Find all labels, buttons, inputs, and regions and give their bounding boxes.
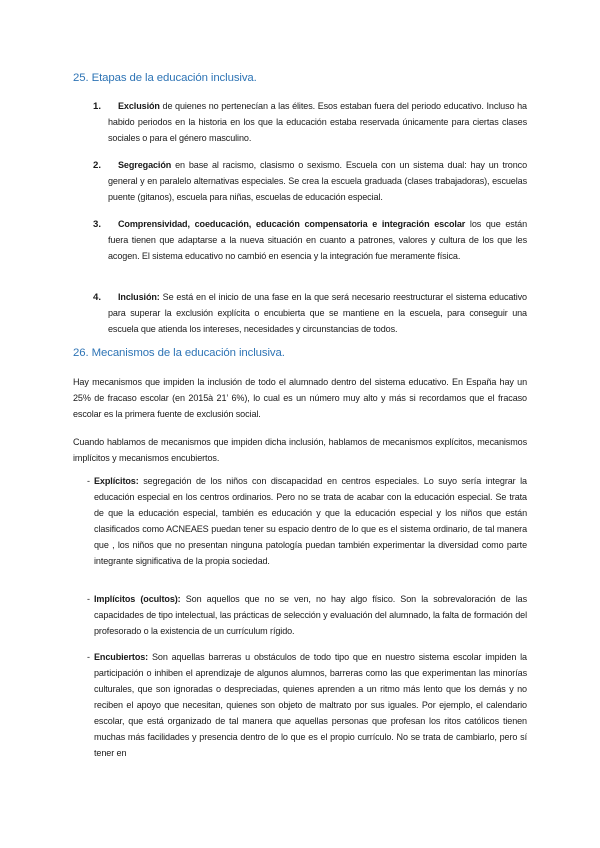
item-4-text: Se está en el inicio de una fase en la que será necesario reestructurar el sistema educativo para superar la exclusión explícita o encubierta que se mantiene en la escuela, para conseguir una escuela que atienda los intereses, necesidades y circunstancias de todos. — [108, 292, 527, 334]
item-2-number: 2. — [93, 160, 102, 171]
bullet-3-text: Son aquellas barreras u obstáculos de todo tipo que en nuestro sistema escolar impiden la participación o inhiben el aprendizaje de algunos alumnos, barreras como las que experimentan las minorías culturales, que son ignoradas o despreciadas, quienes aprenden a un ritmo más lento que los demás y no reciben el apoyo que necesitan, quienes son objeto de maltrato por sus iguales. Por ejemplo, el calendario escolar, que está organizado de tal manera que aquellas personas que profesan los ritos católicos tienen muchas más facilidades y presencia dentro de lo que es el propio currículo. No se trata de cambiarlo, pero sí tener en — [94, 652, 527, 758]
item-3-label: Comprensividad, coeducación, educación compensatoria e integración escolar — [118, 219, 466, 229]
item-4-label: Inclusión: — [118, 292, 160, 302]
bullet-2-label: Implícitos (ocultos): — [94, 594, 181, 604]
item-2-label: Segregación — [118, 160, 172, 170]
bullet-1-label: Explícitos: — [94, 476, 139, 486]
item-1-paragraph — [108, 98, 527, 146]
item-1-text: de quienes no pertenecían a las élites. Esos estaban fuera del periodo educativo. Incluso ha habido periodos en la historia en los que la educación estaba reservada únicamente para ciertas clases sociales o para el género masculino. — [108, 101, 527, 143]
item-4-number: 4. — [93, 292, 102, 303]
bullet-1-marker: - — [87, 476, 90, 486]
item-4-paragraph — [108, 289, 527, 337]
item-1-number: 1. — [93, 101, 102, 112]
bullet-3-marker: - — [87, 652, 90, 662]
bullet-2-marker: - — [87, 594, 90, 604]
item-3-paragraph — [108, 216, 527, 264]
intro-paragraph-2: Cuando hablamos de mecanismos que impiden dicha inclusión, hablamos de mecanismos explícitos, mecanismos implícitos y mecanismos encubiertos. — [73, 437, 527, 463]
item-2-paragraph — [108, 157, 527, 205]
item-3-text: los que están fuera tienen que adaptarse a la nueva situación en cuanto a patrones, valores y cultura de los que les acogen. El sistema educativo no cambió en esencia y la integración fue meramente física. — [108, 219, 527, 261]
bullet-1-paragraph — [94, 473, 527, 569]
bullet-3-paragraph — [94, 649, 527, 761]
bullet-2-paragraph — [94, 591, 527, 639]
item-2-text: en base al racismo, clasismo o sexismo. Escuela con un sistema dual: hay un tronco general y en paralelo alternativas especiales. Se crea la escuela graduada (clases trabajadoras), escuelas puente (gitanos), escuela para niñas, escuelas de educación especial. — [108, 160, 527, 202]
section-26-title: 26. Mecanismos de la educación inclusiva. — [73, 347, 285, 359]
item-1-label: Exclusión — [118, 101, 160, 111]
intro-paragraph-1: Hay mecanismos que impiden la inclusión de todo el alumnado dentro del sistema educativo. En España hay un 25% de fracaso escolar (en 2015à 21’ 6%), lo cual es un número muy alto y más si recordamos que el fracaso escolar es la primera fuente de exclusión social. — [73, 377, 527, 419]
section-25-title: 25. Etapas de la educación inclusiva. — [73, 72, 257, 84]
bullet-2-text: Son aquellos que no se ven, no hay algo físico. Son la sobrevaloración de las capacidades de tipo intelectual, las prácticas de selección y evaluación del alumnado, la falta de formación del profesorado o la existencia de un currículum rígido. — [94, 594, 527, 636]
bullet-1-text: segregación de los niños con discapacidad en centros especiales. Lo suyo sería integrar la educación especial en los centros ordinarios. Pero no se trata de acabar con la educación especial. Se trata de que la educación especial, también es educación y que la educación especial y los niños que están clasificados como ACNEAES puedan tener su espacio dentro de lo que es el sistema ordinario, de tal manera que , los niños que no presentan ninguna patología puedan también experimentar la diversidad como parte integrante significativa de la propia sociedad. — [94, 476, 527, 566]
item-3-number: 3. — [93, 219, 102, 230]
bullet-3-label: Encubiertos: — [94, 652, 149, 662]
